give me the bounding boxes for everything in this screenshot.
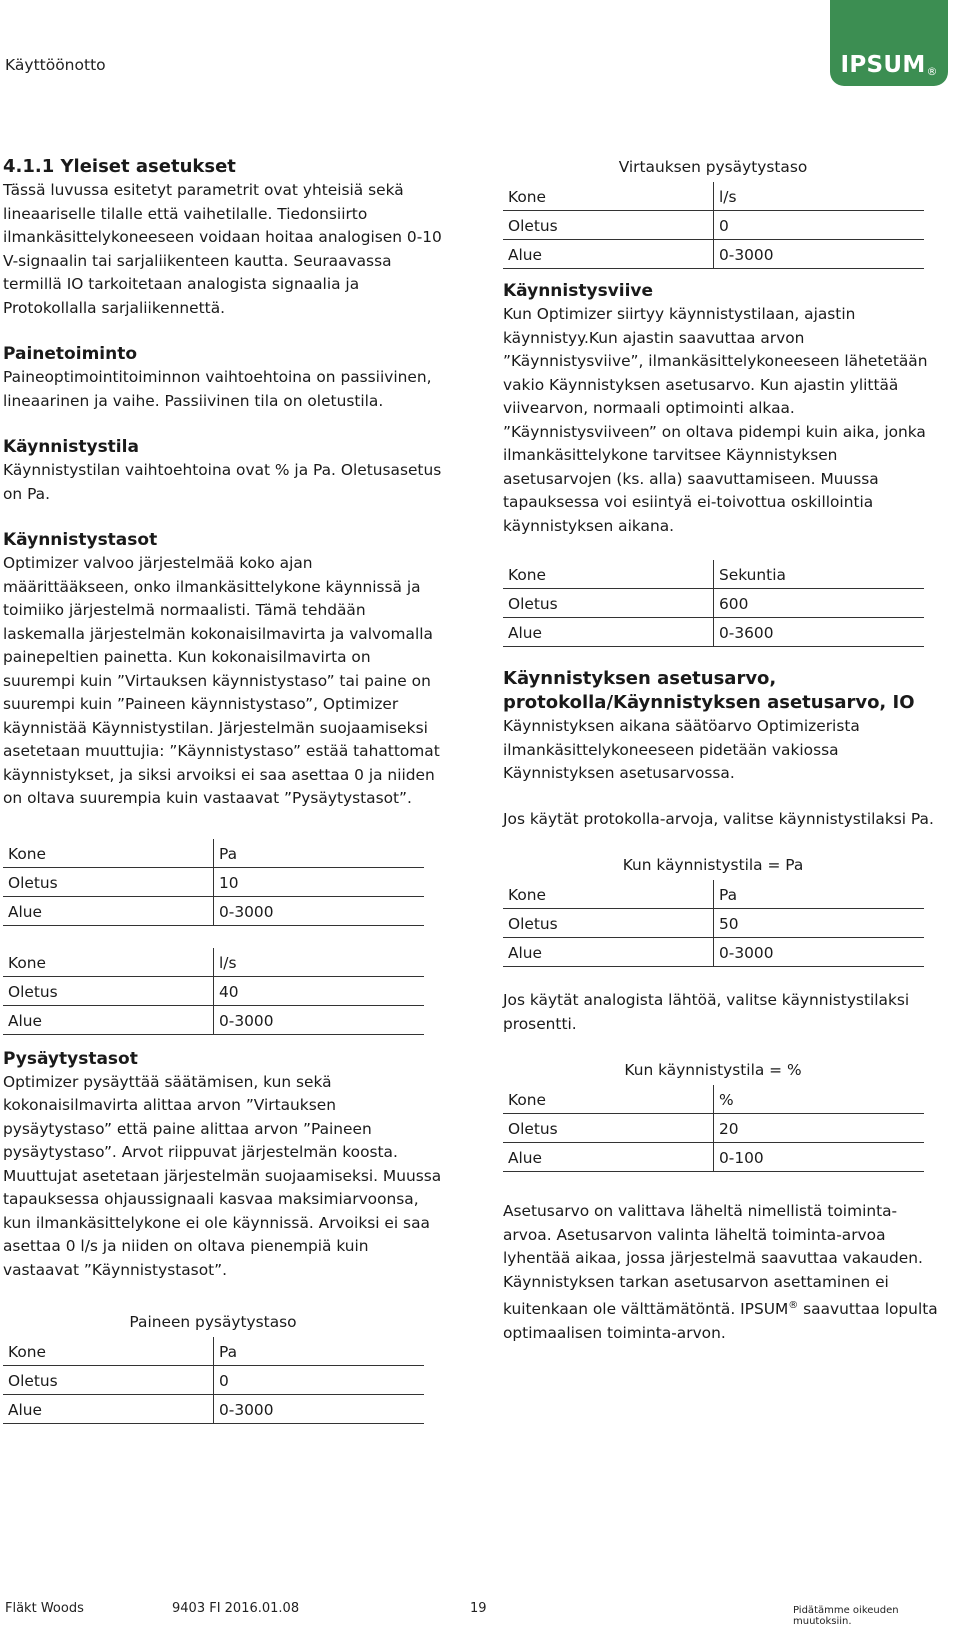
mode-percent-table (503, 1085, 924, 1172)
table-row: Alue 0-3000 (503, 938, 924, 967)
start-delay-title: Käynnistysviive (503, 281, 654, 301)
pressure-stop-level-caption: Paineen pysäytystaso (129, 1313, 297, 1331)
table-row: Alue 0-100 (503, 1143, 924, 1172)
table-row: Kone Pa (3, 1337, 424, 1366)
table-row: Kone l/s (3, 948, 424, 977)
start-levels-text: Optimizer valvoo järjestelmää koko ajan määrittääkseen, onko ilmankäsittelykone käynnissä ja toimiiko järjestelmä normaalisti. Tämä tehdään laskemalla järjestelmän kokonaisilmavirta ja valvomalla painepeltien painetta. Kun kokonaisilmavirta on suurempi kuin ”Virtauksen käynnistystaso” tai paine on suurempi kuin ”Paineen käynnistystaso”, Optimizer käynnistää Käynnistystilan. Järjestelmän suojaamiseksi asetetaan muuttujia: ”Käynnistystaso” estää tahattomat käynnistykset, ja siksi arvoiksi ei saa asettaa 0 ja niiden on oltava suurempia kuin vastaavat ”Pysäytystasot”. (3, 554, 440, 807)
page-section-label: Käyttöönotto (5, 56, 106, 74)
analog-output-text: Jos käytät analogista lähtöä, valitse käynnistystilaksi prosentti. (503, 991, 910, 1033)
table-row: Alue 0-3000 (503, 240, 924, 269)
table-row: Oletus 0 (3, 1366, 424, 1395)
startup-mode-title: Käynnistystila (3, 437, 139, 457)
table-row: Alue 0-3000 (3, 1005, 424, 1034)
general-settings-title: 4.1.1 Yleiset asetukset (3, 156, 236, 177)
start-setpoint-title: Käynnistyksen asetusarvo, protokolla/Käynnistyksen asetusarvo, IO (503, 668, 915, 713)
table-row: Oletus 50 (503, 909, 924, 938)
flow-stop-level-caption: Virtauksen pysäytystaso (618, 158, 808, 176)
table-row: Oletus 600 (503, 589, 924, 618)
table-row: Oletus 20 (503, 1114, 924, 1143)
pressure-function-text: Paineoptimointitoiminnon vaihtoehtoina on passiivinen, lineaarinen ja vaihe. Passiivinen tila on oletustila. (3, 368, 432, 410)
table-row: Alue 0-3600 (503, 618, 924, 647)
stop-levels-title: Pysäytystasot (3, 1048, 138, 1069)
mode-pa-table (503, 880, 924, 967)
general-settings-text: Tässä luvussa esitetyt parametrit ovat yhteisiä sekä lineaariselle tilalle että vaihetilalle. Tiedonsiirto ilmankäsittelykoneeseen voidaan hoitaa analogisen 0-10 V-signaalin tai sarjaliikenteen kautta. Seuraavassa termillä IO tarkoitetaan analogista signaalia ja Protokollalla sarjaliikennettä. (3, 181, 442, 317)
logo-registered-mark: ® (926, 65, 938, 78)
table-row: Kone Pa (503, 880, 924, 909)
start-level-flow-table (3, 948, 424, 1035)
table-row: Kone Sekuntia (503, 560, 924, 589)
right-column (503, 155, 943, 1345)
footer-page-number: 19 (470, 1601, 487, 1616)
protocol-values-text: Jos käytät protokolla-arvoja, valitse käynnistystilaksi Pa. (503, 809, 934, 828)
start-delay-text: Kun Optimizer siirtyy käynnistystilaan, ajastin käynnistyy.Kun ajastin saavuttaa arvon ”Käynnistysviive”, ilmankäsittelykoneeseen lähetetään vakio Käynnistyksen asetusarvo. Kun ajastin ylittää viivearvon, normaali optimointi alkaa. ”Käynnistysviiveen” on oltava pidempi kuin aika, jonka ilmankäsittelykone tarvitsee Käynnistyksen asetusarvojen (ks. alla) saavuttamiseen. Muussa tapauksessa voi esiintyä ei-toivottua oskillointia käynnistyksen aikana. (503, 305, 928, 535)
start-levels-title: Käynnistystasot (3, 530, 158, 550)
start-setpoint-text: Käynnistyksen aikana säätöarvo Optimizerista ilmankäsittelykoneeseen pidetään vakiossa Käynnistyksen asetusarvossa. (503, 717, 860, 782)
mode-pa-caption: Kun käynnistystila = Pa (622, 856, 804, 874)
table-row: Kone Pa (3, 839, 424, 868)
table-row: Alue 0-3000 (3, 1395, 424, 1424)
stop-levels-text: Optimizer pysäyttää säätämisen, kun sekä kokonaisilmavirta alittaa arvon ”Virtauksen pysäytystaso” että paine alittaa arvon ”Paineen pysäytystaso”. Arvot riippuvat järjestelmän koosta. Muuttujat asetetaan järjestelmän suojaamiseksi. Muussa tapauksessa ohjaussignaali kasvaa maksimiarvoonsa, kun ilmankäsittelykone ei ole käynnissä. Arvoiksi ei saa asettaa 0 l/s ja niiden on oltava pienempiä kuin vastaavat ”Käynnistystasot”. (3, 1072, 442, 1279)
logo-text: IPSUM (840, 52, 926, 78)
start-level-pa-table (3, 839, 424, 926)
setpoint-recommendation-text: Asetusarvo on valittava läheltä nimellistä toiminta-arvoa. Asetusarvon valinta läheltä toiminta-arvoa lyhentää aikaa, jossa järjestelmä saavuttaa vakauden. Käynnistyksen tarkan asetusarvon asettaminen ei kuitenkaan ole välttämätöntä. IPSUM® saavuttaa lopulta optimaalisen toiminta-arvon. (503, 1202, 938, 1342)
table-row: Alue 0-3000 (3, 896, 424, 925)
footer-company: Fläkt Woods (5, 1601, 84, 1616)
table-row: Oletus 40 (3, 976, 424, 1005)
mode-percent-caption: Kun käynnistystila = % (624, 1061, 802, 1079)
start-delay-table (503, 560, 924, 647)
flow-stop-level-table (503, 182, 924, 269)
pressure-function-title: Painetoiminto (3, 344, 138, 364)
table-row: Oletus 10 (3, 867, 424, 896)
table-row: Kone l/s (503, 182, 924, 211)
table-row: Kone % (503, 1085, 924, 1114)
startup-mode-text: Käynnistystilan vaihtoehtoina ovat % ja Pa. Oletusasetus on Pa. (3, 461, 442, 503)
footer-rights: Pidätämme oikeuden muutoksiin. (793, 1605, 899, 1627)
table-row: Oletus 0 (503, 211, 924, 240)
left-column (3, 155, 443, 1424)
footer-doc-code: 9403 FI 2016.01.08 (172, 1601, 300, 1616)
pressure-stop-level-table (3, 1337, 424, 1424)
ipsum-logo (830, 0, 948, 86)
